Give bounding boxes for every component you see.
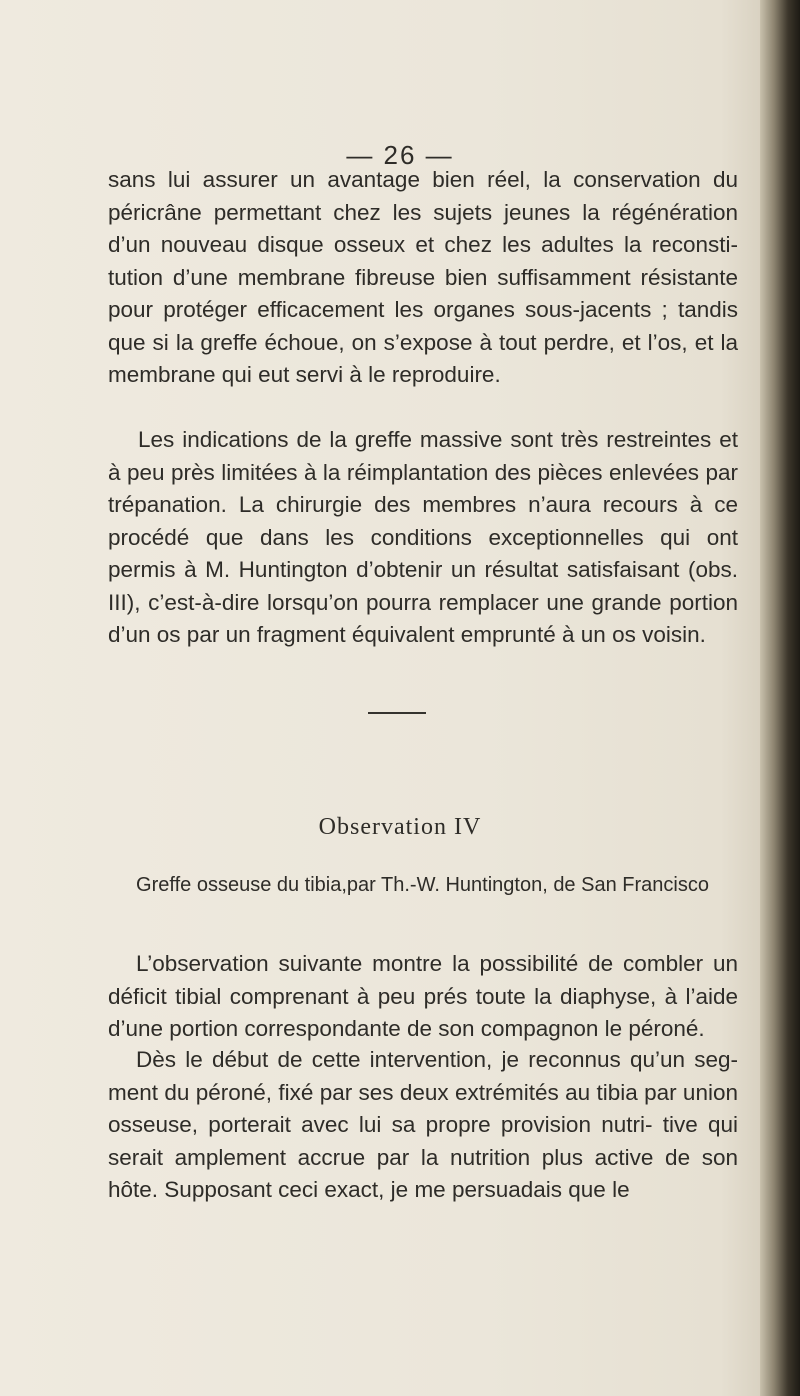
section-divider [368,712,426,714]
page-binding-edge [760,0,800,1396]
section-subtitle: Greffe osseuse du tibia,par Th.-W. Huntington, de San Francisco [136,874,709,896]
page-number: — 26 — [346,140,454,170]
paragraph-4: Dès le début de cette intervention, je reconnus qu’un seg- ment du péroné, fixé par ses deux extrémités au tibia par union osseuse, porterait avec lui sa propre provision nutri- tive qui serait amplement accrue par la nutrition plus active de son hôte. Supposant ceci exact, je me persuadais que le [108,1047,738,1202]
paragraph-1: sans lui assurer un avantage bien réel, la conservation du péricrâne permettant chez les sujets jeunes la régénération d’un nouveau disque osseux et chez les adultes la reconsti- tution d’une membrane fibreuse bien suffisamment résistante pour protéger efficacement les organes sous-jacents ; tandis que si la greffe échoue, on s’expose à tout perdre, et l’os, et la membrane qui eut servi à le reproduire. [108,167,738,387]
section-title: Observation IV [318,814,482,840]
paragraph-2: Les indications de la greffe massive sont très restreintes et à peu près limitées à la réimplantation des pièces enlevées par trépanation. La chirurgie des membres n’aura recours à ce procédé que dans les conditions exceptionnelles qui ont permis à M. Huntington d’obtenir un résultat satisfaisant (obs. III), c’est-à-dire lorsqu’on pourra remplacer une grande portion d’un os par un fragment équivalent emprunté à un os voisin. [108,427,738,647]
paragraph-3: L’observation suivante montre la possibilité de combler un déficit tibial comprenant à peu prés toute la diaphyse, à l’aide d’une portion correspondante de son compagnon le péroné. [108,951,738,1041]
